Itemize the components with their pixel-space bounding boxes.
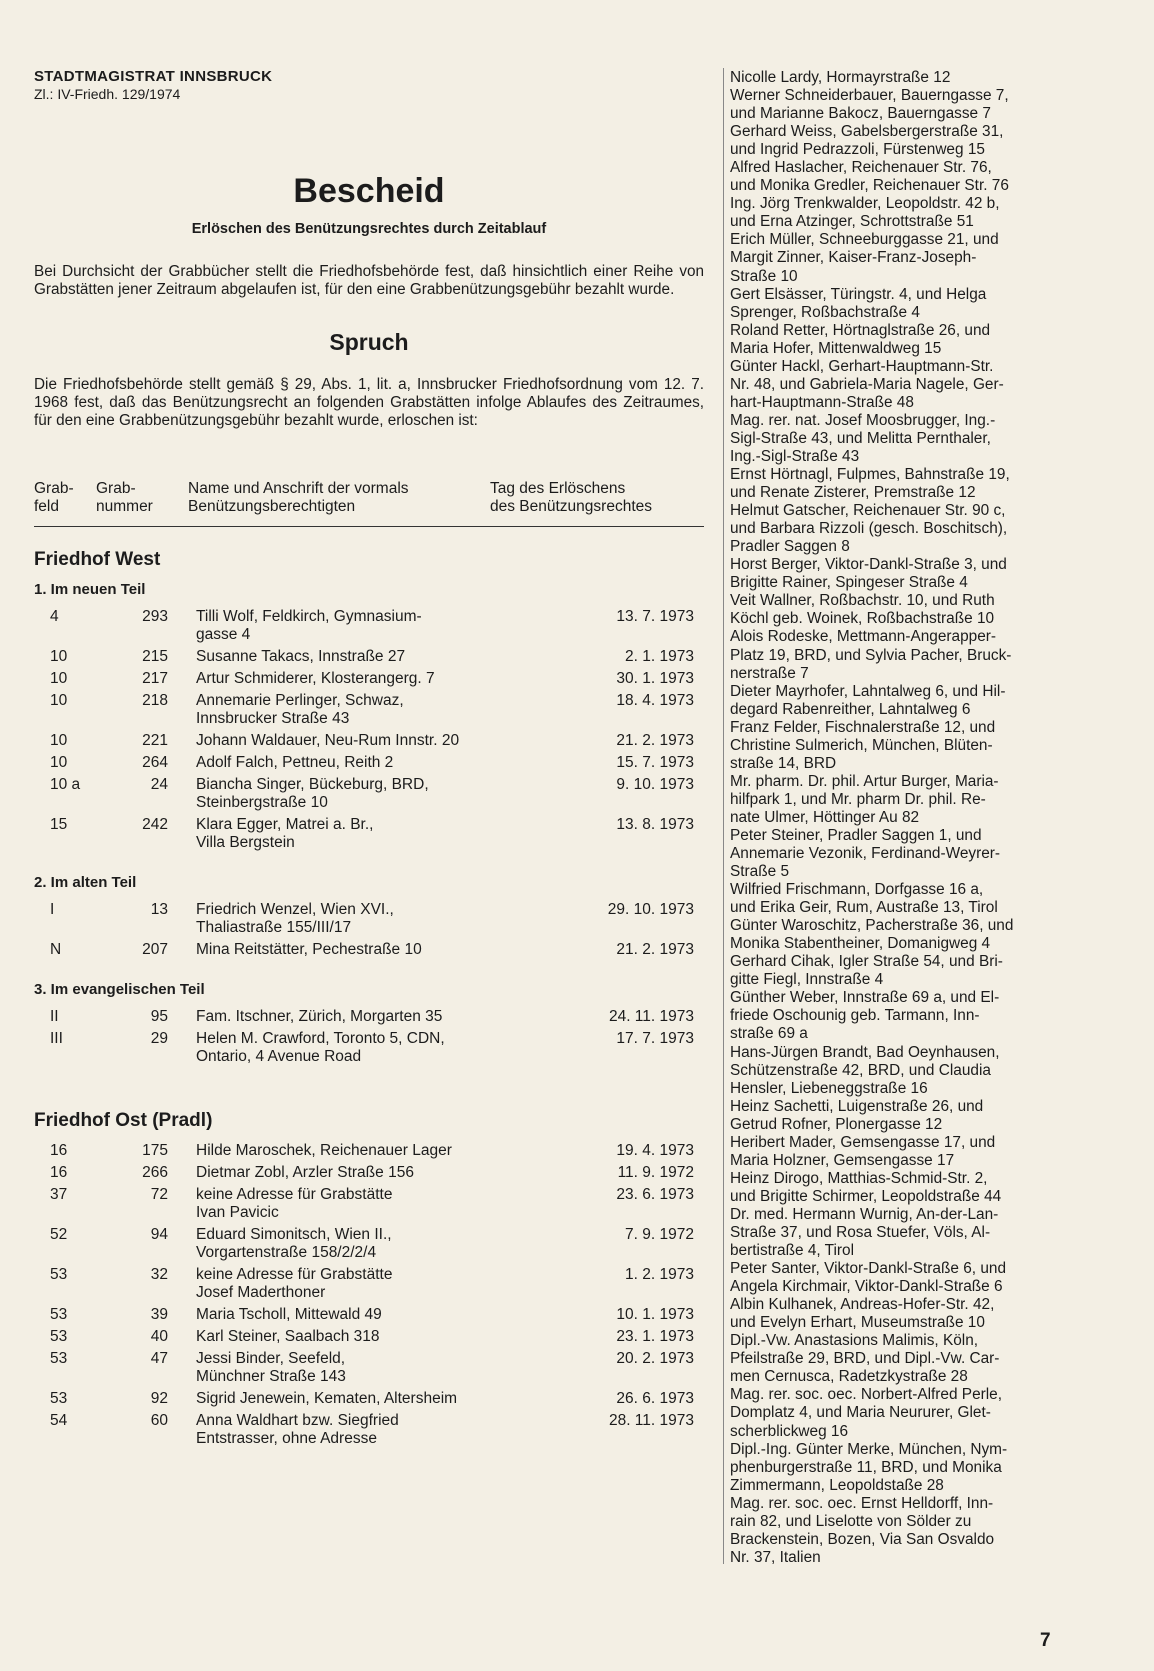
list-line: Gerhard Weiss, Gabelsbergerstraße 31,	[730, 123, 1004, 141]
expiry-date: 11. 9. 1972	[617, 1164, 694, 1181]
holder-line: Maria Tscholl, Mittewald 49	[196, 1306, 382, 1323]
table-row	[34, 754, 704, 772]
grave-field: II	[50, 1008, 59, 1025]
grave-number: 175	[142, 1142, 168, 1159]
list-line: Heinz Sachetti, Luigenstraße 26, und	[730, 1097, 984, 1115]
list-line: Dipl.-Ing. Günter Merke, München, Nym-	[730, 1440, 1008, 1458]
table-row	[34, 1390, 704, 1408]
grave-number: 207	[142, 941, 168, 958]
grave-field: I	[50, 901, 55, 918]
grave-number: 47	[150, 1350, 168, 1367]
table-row	[34, 1226, 704, 1262]
expiry-date: 21. 2. 1973	[616, 732, 694, 749]
list-line: Hensler, Liebeneggstraße 16	[730, 1079, 928, 1097]
holder-line: Ivan Pavicic	[196, 1204, 279, 1221]
list-line: Peter Steiner, Pradler Saggen 1, und	[730, 826, 982, 844]
holder-line: Artur Schmiderer, Klosterangerg. 7	[196, 670, 435, 687]
list-line: Werner Schneiderbauer, Bauerngasse 7,	[730, 87, 1009, 105]
list-line: und Renate Zisterer, Premstraße 12	[730, 484, 976, 502]
expiry-date: 26. 6. 1973	[616, 1390, 694, 1407]
list-line: Ing.-Sigl-Straße 43	[730, 447, 860, 465]
grave-field: III	[50, 1030, 63, 1047]
grave-number: 40	[150, 1328, 168, 1345]
holder-line: Sigrid Jenewein, Kematen, Altersheim	[196, 1390, 458, 1407]
grave-field: 15	[50, 816, 68, 833]
holder-name-address	[196, 1226, 496, 1262]
holder-line: Mina Reitstätter, Pechestraße 10	[196, 941, 422, 958]
table-row	[34, 776, 704, 812]
list-line: und Evelyn Erhart, Museumstraße 10	[730, 1314, 985, 1332]
list-line: straße 69 a	[730, 1025, 808, 1043]
list-line: Domplatz 4, und Maria Neururer, Glet-	[730, 1404, 991, 1422]
header-divider	[34, 526, 704, 527]
expiry-date: 13. 8. 1973	[616, 816, 694, 833]
list-line: Annemarie Vezonik, Ferdinand-Weyrer-	[730, 845, 1001, 863]
list-line: Getrud Rofner, Plonergasse 12	[730, 1115, 943, 1133]
intro-paragraph: Bei Durchsicht der Grabbücher stellt die Friedhofsbehörde fest, daß hinsichtlich einer Reihe von Grabstätten jener Zeitraum abgelaufen ist, für den eine Grabbenützungsgebühr bezahlt wurde.	[34, 263, 704, 298]
list-line: Dipl.-Vw. Anastasions Malimis, Köln,	[730, 1332, 979, 1350]
list-line: Maria Hofer, Mittenwaldweg 15	[730, 339, 942, 357]
grave-field: 53	[50, 1266, 68, 1283]
list-line: Roland Retter, Hörtnaglstraße 26, und	[730, 321, 991, 339]
holder-name-address	[196, 776, 496, 812]
list-line: Peter Santer, Viktor-Dankl-Straße 6, und	[730, 1260, 1007, 1278]
list-line: Heinz Dirogo, Matthias-Schmid-Str. 2,	[730, 1169, 988, 1187]
list-line: Mag. rer. soc. oec. Ernst Helldorff, Inn-	[730, 1494, 994, 1512]
table-row	[34, 1164, 704, 1182]
list-line: Wilfried Frischmann, Dorfgasse 16 a,	[730, 881, 984, 899]
holder-name-address	[196, 648, 496, 666]
left-column	[34, 68, 704, 1452]
table-row	[34, 692, 704, 728]
column-header-name	[188, 480, 409, 516]
column-header-line: Name und Anschrift der vormals	[188, 480, 409, 497]
list-line: und Barbara Rizzoli (gesch. Boschitsch),	[730, 520, 1008, 538]
issuing-office: STADTMAGISTRAT INNSBRUCK	[34, 68, 273, 85]
grave-number: 94	[150, 1226, 168, 1243]
grave-number: 215	[142, 648, 168, 665]
grave-number: 32	[150, 1266, 168, 1283]
list-line: Albin Kulhanek, Andreas-Hofer-Str. 42,	[730, 1296, 995, 1314]
list-line: Dieter Mayrhofer, Lahntalweg 6, und Hil-	[730, 682, 1006, 700]
holder-name-address	[196, 1030, 496, 1066]
reference-number: Zl.: IV-Friedh. 129/1974	[34, 86, 181, 102]
document-subtitle: Erlöschen des Benützungsrechtes durch Zeitablauf	[191, 221, 547, 237]
list-line: Maria Holzner, Gemsengasse 17	[730, 1151, 955, 1169]
grave-number: 92	[150, 1390, 168, 1407]
list-line: Veit Wallner, Roßbachstr. 10, und Ruth	[730, 592, 995, 610]
holder-name-address	[196, 692, 496, 728]
list-line: Straße 37, und Rosa Stuefer, Völs, Al-	[730, 1224, 991, 1241]
list-line: straße 14, BRD	[730, 754, 837, 772]
grave-number: 217	[142, 670, 168, 687]
list-line: Alois Rodeske, Mettmann-Angerapper-	[730, 628, 997, 646]
holder-name-address	[196, 670, 496, 688]
column-header-line: Benützungsberechtigten	[188, 498, 356, 515]
list-line: Günter Waroschitz, Pacherstraße 36, und	[730, 917, 1014, 935]
table-row	[34, 816, 704, 852]
page-number: 7	[1040, 1630, 1051, 1651]
grave-field: 16	[50, 1164, 68, 1181]
grave-number: 293	[142, 608, 168, 625]
list-line: und Erika Geir, Rum, Austraße 13, Tirol	[730, 899, 998, 917]
column-header-line: Tag des Erlöschens	[490, 480, 626, 497]
grave-number: 39	[150, 1306, 168, 1323]
list-line: Nr. 37, Italien	[730, 1548, 821, 1566]
list-line: rain 82, und Liselotte von Sölder zu	[730, 1512, 972, 1530]
holder-line: Friedrich Wenzel, Wien XVI.,	[196, 901, 394, 918]
list-line: Horst Berger, Viktor-Dankl-Straße 3, und	[730, 556, 1007, 574]
list-line: Gerhard Cihak, Igler Straße 54, und Bri-	[730, 953, 1003, 971]
holder-line: Adolf Falch, Pettneu, Reith 2	[196, 754, 394, 771]
table-row	[34, 1350, 704, 1386]
list-line: und Monika Gredler, Reichenauer Str. 76	[730, 177, 1009, 195]
list-line: bertistraße 4, Tirol	[730, 1242, 855, 1260]
list-line: scherblickweg 16	[730, 1422, 849, 1440]
list-line: Günter Hackl, Gerhart-Hauptmann-Str.	[730, 357, 994, 375]
expiry-date: 1. 2. 1973	[625, 1266, 694, 1283]
list-line: hart-Hauptmann-Straße 48	[730, 393, 914, 411]
expiry-date: 15. 7. 1973	[616, 754, 694, 771]
column-header-field	[34, 480, 74, 516]
list-line: und Ingrid Pedrazzoli, Fürstenweg 15	[730, 141, 985, 159]
table-row	[34, 648, 704, 666]
table-row	[34, 901, 704, 937]
column-header-line: des Benützungsrechtes	[490, 498, 652, 515]
cemetery-heading-east: Friedhof Ost (Pradl)	[34, 1110, 213, 1131]
grave-field: 53	[50, 1390, 68, 1407]
holder-name-address	[196, 1142, 496, 1160]
list-line: nerstraße 7	[730, 664, 809, 682]
list-line: Brackenstein, Bozen, Via San Osvaldo	[730, 1530, 995, 1548]
holder-name-address	[196, 1008, 496, 1026]
list-line: Heribert Mader, Gemsengasse 17, und	[730, 1133, 996, 1151]
column-header-line: nummer	[96, 498, 153, 515]
section-heading-evangelical: 3. Im evangelischen Teil	[34, 981, 205, 998]
table-row	[34, 1186, 704, 1222]
list-line: Sprenger, Roßbachstraße 4	[730, 303, 920, 321]
holder-name-address	[196, 1350, 496, 1386]
grave-field: 16	[50, 1142, 68, 1159]
holder-line: Karl Steiner, Saalbach 318	[196, 1328, 380, 1345]
holder-name-address	[196, 1390, 496, 1408]
expiry-date: 28. 11. 1973	[608, 1412, 694, 1429]
holder-name-address	[196, 1306, 496, 1324]
grave-field: 10 a	[50, 776, 81, 793]
table-row	[34, 1008, 704, 1026]
holder-name-address	[196, 1412, 496, 1448]
table-column-headers	[34, 480, 704, 520]
holder-line: Biancha Singer, Bückeburg, BRD,	[196, 776, 429, 793]
holder-line: keine Adresse für Grabstätte	[196, 1266, 393, 1283]
grave-number: 72	[150, 1186, 168, 1203]
holder-name-address	[196, 1328, 496, 1346]
list-line: und Marianne Bakocz, Bauerngasse 7	[730, 105, 991, 123]
rows-east	[34, 1142, 704, 1448]
list-line: Alfred Haslacher, Reichenauer Str. 76,	[730, 159, 992, 177]
holder-line: keine Adresse für Grabstätte	[196, 1186, 393, 1203]
holder-name-address	[196, 941, 496, 959]
table-row	[34, 1306, 704, 1324]
document-title: Bescheid	[293, 172, 445, 210]
section-heading-old: 2. Im alten Teil	[34, 874, 137, 891]
holder-name-address	[196, 816, 496, 852]
holder-line: Klara Egger, Matrei a. Br.,	[196, 816, 374, 833]
holder-line: Dietmar Zobl, Arzler Straße 156	[196, 1164, 414, 1181]
list-line: men Cernusca, Radetzkystraße 28	[730, 1368, 968, 1386]
list-line: Mr. pharm. Dr. phil. Artur Burger, Maria-	[730, 772, 999, 790]
section-heading-new: 1. Im neuen Teil	[34, 581, 146, 598]
column-header-date	[490, 480, 652, 516]
list-line: Pradler Saggen 8	[730, 538, 850, 556]
grave-number: 264	[142, 754, 168, 771]
holder-name-address	[196, 732, 496, 750]
list-line: Nr. 48, und Gabriela-Maria Nagele, Ger-	[730, 375, 1004, 393]
table-row	[34, 1030, 704, 1066]
grave-field: 54	[50, 1412, 68, 1429]
list-line: Hans-Jürgen Brandt, Bad Oeynhausen,	[730, 1043, 1000, 1061]
list-line: Mag. rer. soc. oec. Norbert-Alfred Perle,	[730, 1386, 1003, 1404]
list-line: Pfeilstraße 29, BRD, und Dipl.-Vw. Car-	[730, 1350, 1000, 1368]
expiry-date: 24. 11. 1973	[608, 1008, 694, 1025]
holder-line: Johann Waldauer, Neu-Rum Innstr. 20	[196, 732, 460, 749]
expiry-date: 23. 6. 1973	[616, 1186, 694, 1203]
holder-line: Steinbergstraße 10	[196, 794, 328, 811]
holder-line: Thaliastraße 155/III/17	[196, 919, 352, 936]
list-line: Günther Weber, Innstraße 69 a, und El-	[730, 989, 1000, 1007]
grave-field: 10	[50, 692, 68, 709]
list-line: Dr. med. Hermann Wurnig, An-der-Lan-	[730, 1205, 999, 1223]
list-line: und Erna Atzinger, Schrottstraße 51	[730, 213, 974, 231]
column-header-line: Grab-	[96, 480, 136, 497]
expiry-date: 2. 1. 1973	[625, 648, 694, 665]
holder-line: Innsbrucker Straße 43	[196, 710, 350, 727]
list-line: Ernst Hörtnagl, Fulpmes, Bahnstraße 19,	[730, 466, 1010, 484]
holder-line: Josef Maderthoner	[196, 1284, 326, 1301]
grave-field: 53	[50, 1328, 68, 1345]
list-line: Margit Zinner, Kaiser-Franz-Joseph-	[730, 249, 977, 267]
list-line: Angela Kirchmair, Viktor-Dankl-Straße 6	[730, 1278, 1003, 1296]
grave-field: 53	[50, 1306, 68, 1323]
list-line: Gert Elsässer, Türingstr. 4, und Helga	[730, 285, 987, 303]
holder-line: Münchner Straße 143	[196, 1368, 346, 1385]
list-line: phenburgerstraße 11, BRD, und Monika	[730, 1458, 1002, 1476]
grave-number: 218	[142, 692, 168, 709]
holder-name-address	[196, 901, 496, 937]
list-line: Platz 19, BRD, und Sylvia Pacher, Bruck-	[730, 646, 1012, 664]
list-line: Brigitte Rainer, Spingeser Straße 4	[730, 574, 968, 592]
list-line: Zimmermann, Leopoldstaße 28	[730, 1476, 944, 1494]
list-line: Sigl-Straße 43, und Melitta Pernthaler,	[730, 429, 991, 447]
holder-name-address	[196, 1186, 496, 1222]
holder-line: Helen M. Crawford, Toronto 5, CDN,	[196, 1030, 445, 1047]
list-line: degard Rabenreither, Lahntalweg 6	[730, 700, 971, 718]
list-line: und Brigitte Schirmer, Leopoldstraße 44	[730, 1187, 1002, 1205]
grave-field: 10	[50, 670, 68, 687]
expiry-date: 10. 1. 1973	[616, 1306, 694, 1323]
list-line: Mag. rer. nat. Josef Moosbrugger, Ing.-	[730, 411, 996, 429]
rows-west-old	[34, 901, 704, 959]
expiry-date: 29. 10. 1973	[607, 901, 694, 918]
expiry-date: 23. 1. 1973	[616, 1328, 694, 1345]
grave-number: 95	[150, 1008, 168, 1025]
holder-line: Hilde Maroschek, Reichenauer Lager	[196, 1142, 452, 1159]
grave-number: 13	[150, 901, 168, 918]
holder-name-address	[196, 1266, 496, 1302]
rows-west-new	[34, 608, 704, 852]
expiry-date: 13. 7. 1973	[616, 608, 694, 625]
grave-field: 52	[50, 1226, 68, 1243]
table-row	[34, 732, 704, 750]
expiry-date: 20. 2. 1973	[616, 1350, 694, 1367]
holder-line: Vorgartenstraße 158/2/2/4	[196, 1244, 377, 1261]
grave-number: 60	[150, 1412, 168, 1429]
right-column-list	[730, 69, 1120, 1567]
table-row	[34, 941, 704, 959]
holder-line: Annemarie Perlinger, Schwaz,	[196, 692, 404, 709]
column-header-line: Grab-	[34, 480, 74, 497]
column-divider	[723, 68, 724, 1564]
grave-number: 24	[150, 776, 168, 793]
expiry-date: 9. 10. 1973	[616, 776, 694, 793]
grave-number: 29	[150, 1030, 168, 1047]
column-header-number	[96, 480, 153, 516]
list-line: Ing. Jörg Trenkwalder, Leopoldstr. 42 b,	[730, 195, 1000, 213]
list-line: Monika Stabentheiner, Domanigweg 4	[730, 935, 991, 953]
expiry-date: 18. 4. 1973	[616, 692, 694, 709]
holder-line: Villa Bergstein	[196, 834, 295, 851]
list-line: Erich Müller, Schneeburggasse 21, und	[730, 231, 999, 249]
grave-number: 242	[142, 816, 168, 833]
spruch-heading: Spruch	[329, 329, 409, 355]
grave-field: 10	[50, 648, 68, 665]
column-header-line: feld	[34, 498, 59, 515]
list-line: Christine Sulmerich, München, Blüten-	[730, 736, 993, 754]
holder-line: gasse 4	[196, 626, 251, 643]
expiry-date: 30. 1. 1973	[616, 670, 694, 687]
list-line: Köchl geb. Woinek, Roßbachstraße 10	[730, 610, 995, 628]
holder-line: Eduard Simonitsch, Wien II.,	[196, 1226, 392, 1243]
holder-name-address	[196, 608, 496, 644]
grave-field: N	[50, 941, 62, 958]
holder-line: Ontario, 4 Avenue Road	[196, 1048, 362, 1065]
list-line: Schützenstraße 42, BRD, und Claudia	[730, 1061, 991, 1079]
rows-west-evangelical	[34, 1008, 704, 1066]
table-row	[34, 1328, 704, 1346]
holder-line: Fam. Itschner, Zürich, Morgarten 35	[196, 1008, 443, 1025]
grave-field: 37	[50, 1186, 68, 1203]
expiry-date: 21. 2. 1973	[616, 941, 694, 958]
expiry-date: 17. 7. 1973	[616, 1030, 694, 1047]
list-line: gitte Fiegl, Innstraße 4	[730, 971, 884, 989]
holder-name-address	[196, 754, 496, 772]
expiry-date: 19. 4. 1973	[616, 1142, 694, 1159]
holder-line: Tilli Wolf, Feldkirch, Gymnasium-	[196, 608, 422, 625]
list-line: Straße 5	[730, 863, 790, 881]
cemetery-heading-west: Friedhof West	[34, 549, 161, 570]
list-line: Franz Felder, Fischnalerstraße 12, und	[730, 718, 996, 736]
list-line: nate Ulmer, Höttinger Au 82	[730, 808, 920, 826]
table-row	[34, 1266, 704, 1302]
holder-line: Jessi Binder, Seefeld,	[196, 1350, 346, 1367]
list-line: Helmut Gatscher, Reichenauer Str. 90 c,	[730, 502, 1006, 520]
table-row	[34, 1412, 704, 1448]
holder-line: Entstrasser, ohne Adresse	[196, 1430, 377, 1447]
table-row	[34, 1142, 704, 1160]
grave-field: 53	[50, 1350, 68, 1367]
grave-field: 4	[50, 608, 59, 625]
grave-field: 10	[50, 754, 68, 771]
holder-name-address	[196, 1164, 496, 1182]
table-row	[34, 608, 704, 644]
holder-line: Susanne Takacs, Innstraße 27	[196, 648, 406, 665]
grave-field: 10	[50, 732, 68, 749]
list-line: Straße 10	[730, 267, 798, 285]
grave-number: 221	[142, 732, 168, 749]
expiry-date: 7. 9. 1972	[625, 1226, 694, 1243]
decree-paragraph: Die Friedhofsbehörde stellt gemäß § 29, Abs. 1, lit. a, Innsbrucker Friedhofsordnung vom 12. 7. 1968 fest, daß das Benützungsrecht an folgenden Grabstätten infolge Ablaufes des Zeitraumes, für den eine Grabbenützungsgebühr bezahlt wurde, erloschen ist:	[34, 376, 704, 429]
grave-number: 266	[142, 1164, 168, 1181]
list-line: friede Oschounig geb. Tarmann, Inn-	[730, 1007, 980, 1025]
list-line: hilfpark 1, und Mr. pharm Dr. phil. Re-	[730, 790, 986, 808]
table-row	[34, 670, 704, 688]
holder-line: Anna Waldhart bzw. Siegfried	[196, 1412, 399, 1429]
list-line: Nicolle Lardy, Hormayrstraße 12	[730, 69, 951, 86]
